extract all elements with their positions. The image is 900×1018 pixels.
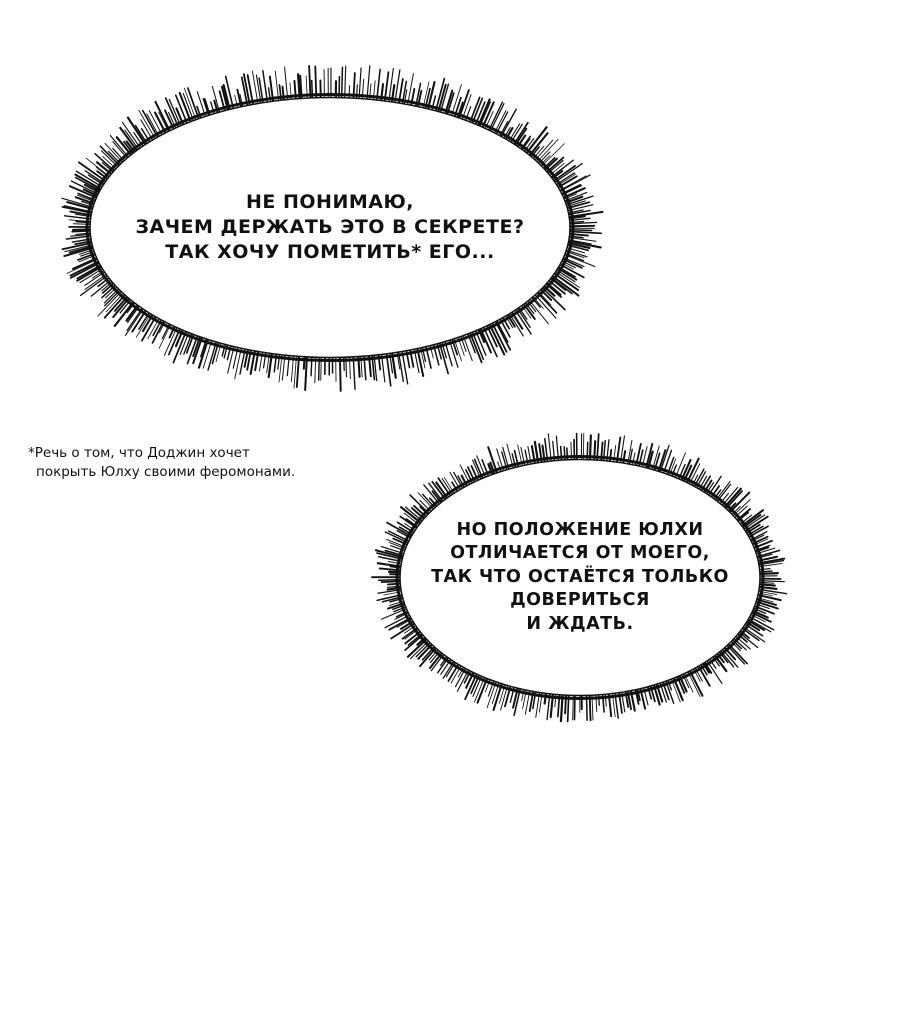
translator-footnote [28,444,295,482]
speech-bubble-top [60,55,600,400]
bubble-bottom-line-1: НО ПОЛОЖЕНИЕ ЮЛХИ [456,519,704,540]
footnote-line-1: *Речь о том, что Доджин хочет [28,445,250,461]
footnote-line-2: покрыть Юлху своими феромонами. [36,464,296,480]
bubble-top-line-1: НЕ ПОНИМАЮ, [246,191,414,213]
bubble-bottom-text [412,475,748,680]
bubble-bottom-line-4: ДОВЕРИТЬСЯ [510,590,650,611]
bubble-bottom-line-5: И ЖДАТЬ. [526,613,634,634]
bubble-top-line-3: ТАК ХОЧУ ПОМЕТИТЬ* ЕГО... [165,241,495,263]
bubble-bottom-line-2: ОТЛИЧАЕТСЯ ОТ МОЕГО, [450,543,710,564]
speech-bubble-bottom [372,425,788,730]
bubble-top-line-2: ЗАЧЕМ ДЕРЖАТЬ ЭТО В СЕКРЕТЕ? [135,216,525,238]
bubble-bottom-line-3: ТАК ЧТО ОСТАЁТСЯ ТОЛЬКО [431,566,729,587]
bubble-top-text [120,115,540,340]
